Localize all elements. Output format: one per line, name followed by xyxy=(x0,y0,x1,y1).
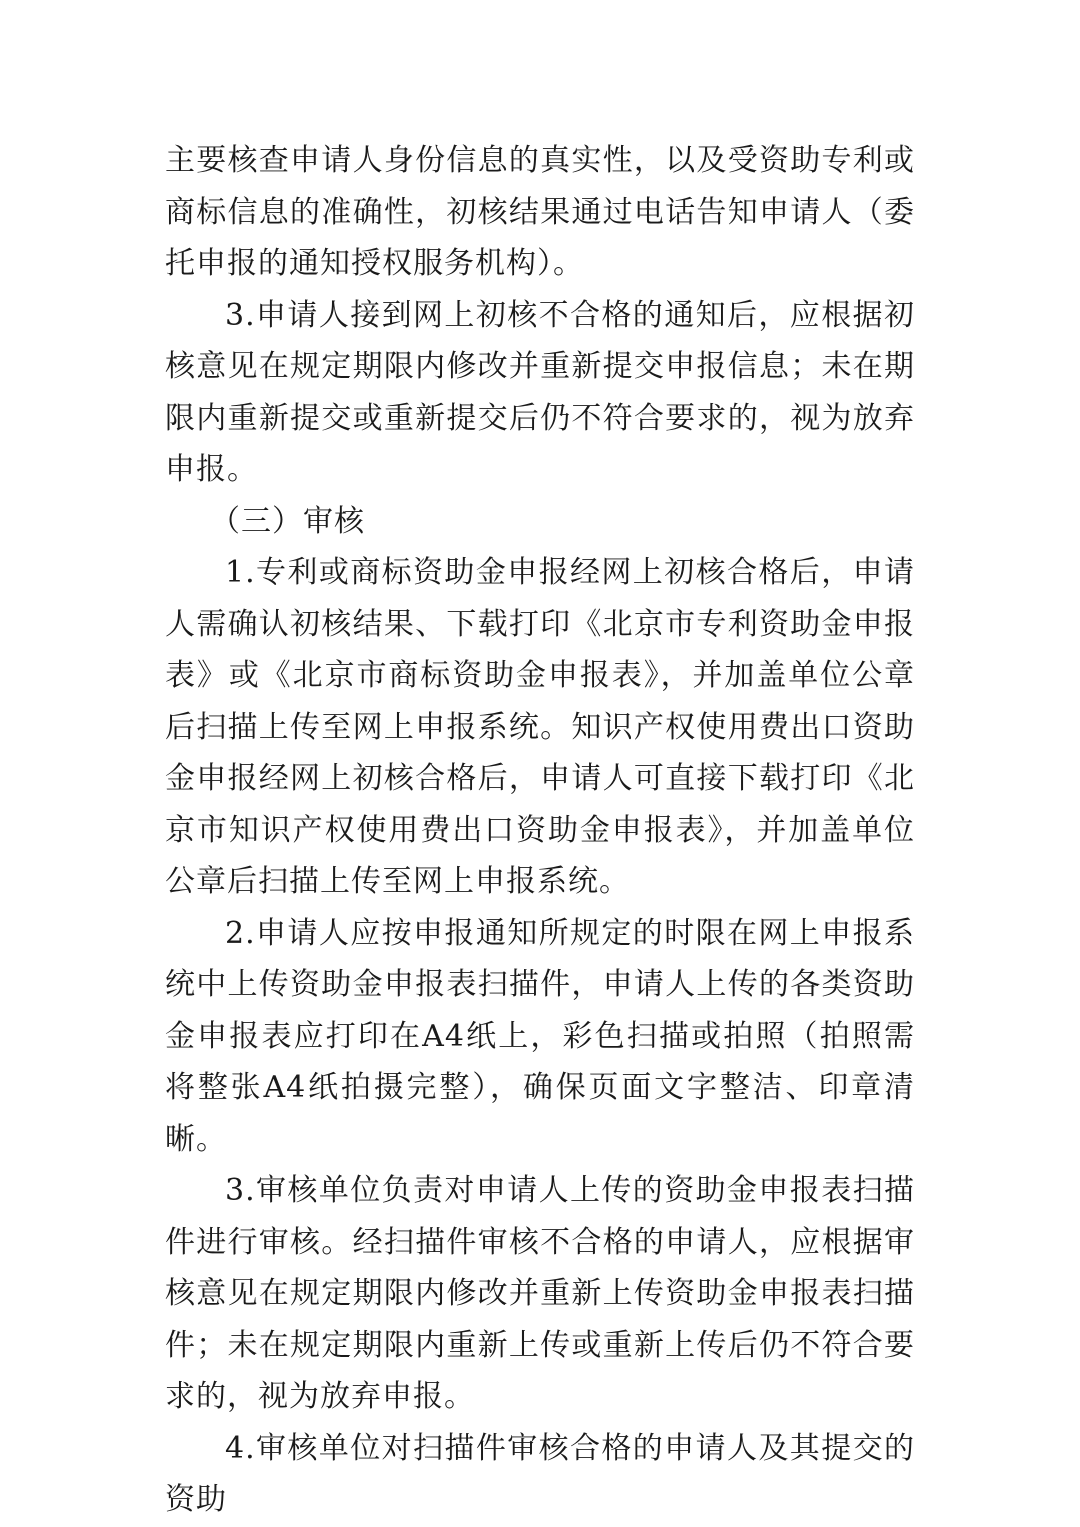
paragraph-item-1-review: 1.专利或商标资助金申报经网上初核合格后，申请人需确认初核结果、下载打印《北京市专利资助金申报表》或《北京市商标资助金申报表》，并加盖单位公章后扫描上传至网上申报系统。知识产权使用费出口资助金申报经网上初核合格后，申请人可直接下载打印《北京市知识产权使用费出口资助金申报表》，并加盖单位公章后扫描上传至网上申报系统。 xyxy=(165,555,915,899)
section-heading-review: （三）审核 xyxy=(210,503,365,539)
paragraph-continuation: 主要核查申请人身份信息的真实性，以及受资助专利或商标信息的准确性，初核结果通过电话告知申请人（委托申报的通知授权服务机构）。 xyxy=(165,143,915,281)
paragraph-item-4-review: 4.审核单位对扫描件审核合格的申请人及其提交的资助 xyxy=(165,1430,915,1517)
document-body xyxy=(165,135,915,1526)
paragraph-item-3-preliminary: 3.申请人接到网上初核不合格的通知后，应根据初核意见在规定期限内修改并重新提交申报信息；未在期限内重新提交或重新提交后仍不符合要求的，视为放弃申报。 xyxy=(165,297,915,487)
paragraph-item-3-review: 3.审核单位负责对申请人上传的资助金申报表扫描件进行审核。经扫描件审核不合格的申请人，应根据审核意见在规定期限内修改并重新上传资助金申报表扫描件；未在规定期限内重新上传或重新上传后仍不符合要求的，视为放弃申报。 xyxy=(165,1173,915,1414)
paragraph-item-2-review: 2.申请人应按申报通知所规定的时限在网上申报系统中上传资助金申报表扫描件，申请人上传的各类资助金申报表应打印在A4纸上，彩色扫描或拍照（拍照需将整张A4纸拍摄完整），确保页面文字整洁、印章清晰。 xyxy=(165,915,915,1157)
